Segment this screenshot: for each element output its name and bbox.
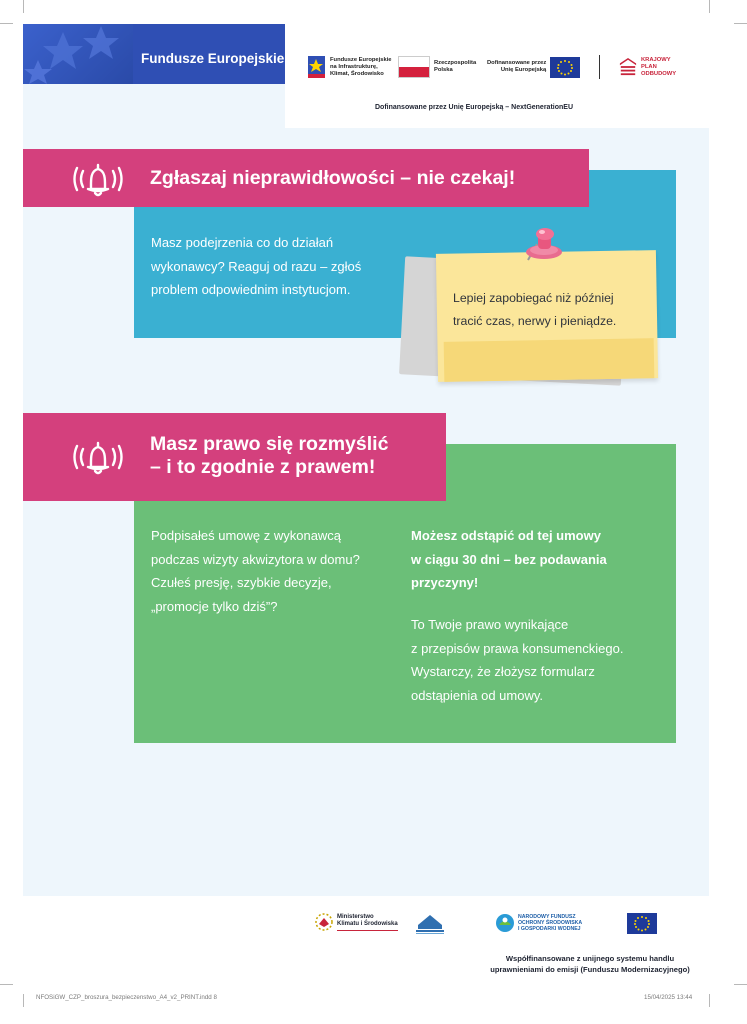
print-file-name: NFOSiGW_CZP_broszura_bezpieczenstwo_A4_v2_PRINT.indd 8 — [36, 994, 217, 1001]
kpo-logo-icon — [619, 58, 637, 76]
section2-left-text — [151, 524, 360, 618]
pl-logo-line: Polska — [434, 67, 453, 73]
crop-mark — [0, 984, 13, 985]
section2-bold-line: w ciągu 30 dni – bez podawania — [411, 551, 607, 567]
sticky-note-line: Lepiej zapobiegać niż później — [453, 291, 614, 305]
pl-logo-line: Rzeczpospolita — [434, 60, 477, 66]
section2-title-line: Masz prawo się rozmyślić — [150, 433, 389, 455]
section1-body-line: wykonawcy? Reaguj od razu – zgłoś — [151, 258, 362, 274]
nfosigw-logo-line: I GOSPODARKI WODNEJ — [518, 926, 581, 933]
cofinancing-line: uprawnieniami do emisji (Funduszu Modernizacyjnego) — [490, 964, 690, 974]
fe-logo-line: na Infrastrukturę, — [330, 63, 378, 70]
fe-logo-line: Klimat, Środowisko — [330, 70, 384, 77]
logo-rzeczpospolita — [398, 54, 476, 80]
bell-alarm-icon — [70, 155, 126, 203]
cofinancing-note — [440, 954, 740, 975]
sticky-note-line: tracić czas, nerwy i pieniądze. — [453, 314, 617, 328]
kpo-logo-line: PLAN — [641, 63, 657, 70]
kpo-logo-line: ODBUDOWY — [641, 70, 677, 77]
nfosigw-logo-line: NARODOWY FUNDUSZ — [518, 913, 576, 920]
print-date: 15/04/2025 13:44 — [644, 994, 693, 1001]
section2-bold-line: Możesz odstąpić od tej umowy — [411, 528, 601, 543]
fundusze-europejskie-banner — [23, 24, 285, 84]
fe-logo-icon — [308, 56, 325, 78]
eu-stars-graphic — [23, 24, 133, 84]
section2-right-bold — [411, 524, 607, 595]
section2-title-line: – i to zgodnie z prawem! — [150, 456, 376, 478]
crop-mark — [709, 0, 710, 13]
logo-ministerstwo — [314, 912, 398, 932]
nfosigw-logo-line: OCHRONY ŚRODOWISKA — [518, 919, 583, 926]
section2-right-line: z przepisów prawa konsumenckiego. — [411, 640, 624, 656]
sticky-note-text — [453, 287, 616, 333]
program-label: Fundusze Europejskie — [141, 51, 285, 66]
crop-mark — [709, 994, 710, 1007]
ministry-eagle-icon — [314, 912, 334, 932]
eu-flag-icon — [627, 913, 657, 934]
crop-mark — [734, 984, 747, 985]
funding-note: Dofinansowane przez Unię Europejską – NextGenerationEU — [375, 104, 573, 111]
eu-logo-line: Dofinansowane przez — [487, 60, 547, 66]
logo-kpo — [619, 54, 676, 80]
section2-left-line: podczas wizyty akwizytora w domu? — [151, 551, 360, 567]
section1-body-line: problem odpowiednim instytucjom. — [151, 282, 351, 297]
cofinancing-line: Współfinansowane z unijnego systemu handlu — [505, 954, 675, 963]
section2-bold-line: przyczyny! — [411, 575, 479, 590]
crop-mark — [23, 994, 24, 1007]
section2-right-line: To Twoje prawo wynikające — [411, 617, 569, 632]
push-pin-icon — [525, 224, 571, 270]
section2-left-line: Czułeś presję, szybkie decyzje, — [151, 575, 332, 590]
section1-title: Zgłaszaj nieprawidłowości – nie czekaj! — [150, 167, 516, 189]
crop-mark — [734, 23, 747, 24]
bell-alarm-icon — [70, 433, 126, 481]
section2-left-line: Podpisałeś umowę z wykonawcą — [151, 528, 342, 543]
logo-divider — [599, 55, 600, 79]
ministry-logo-line: Ministerstwo — [337, 913, 374, 920]
nfosigw-logo-icon — [495, 913, 515, 933]
logo-nfosigw — [495, 913, 582, 933]
poland-flag-icon — [398, 56, 430, 78]
sticky-note-fold — [444, 338, 655, 382]
crop-mark — [0, 23, 13, 24]
section2-right-line: odstąpienia od umowy. — [411, 687, 544, 703]
logo-fe-infrastruktura — [308, 54, 392, 80]
logo-house-program — [414, 913, 446, 940]
section2-right-text — [411, 613, 623, 707]
section2-left-line: „promocje tylko dziś”? — [151, 598, 278, 614]
eu-logo-line: Unię Europejską — [500, 67, 547, 73]
eu-flag-icon — [550, 57, 580, 78]
section1-body-line: Masz podejrzenia co do działań — [151, 235, 334, 250]
section2-right-line: Wystarczy, że złożysz formularz — [411, 664, 595, 679]
logo-eu — [487, 54, 580, 80]
section2-title — [150, 433, 388, 479]
section1-body — [151, 231, 361, 302]
fe-logo-line: Fundusze Europejskie — [330, 56, 392, 63]
ministry-logo-line: Klimatu i Środowiska — [337, 920, 398, 927]
house-logo-icon — [414, 913, 446, 935]
kpo-logo-line: KRAJOWY — [641, 56, 671, 63]
crop-mark — [23, 0, 24, 13]
